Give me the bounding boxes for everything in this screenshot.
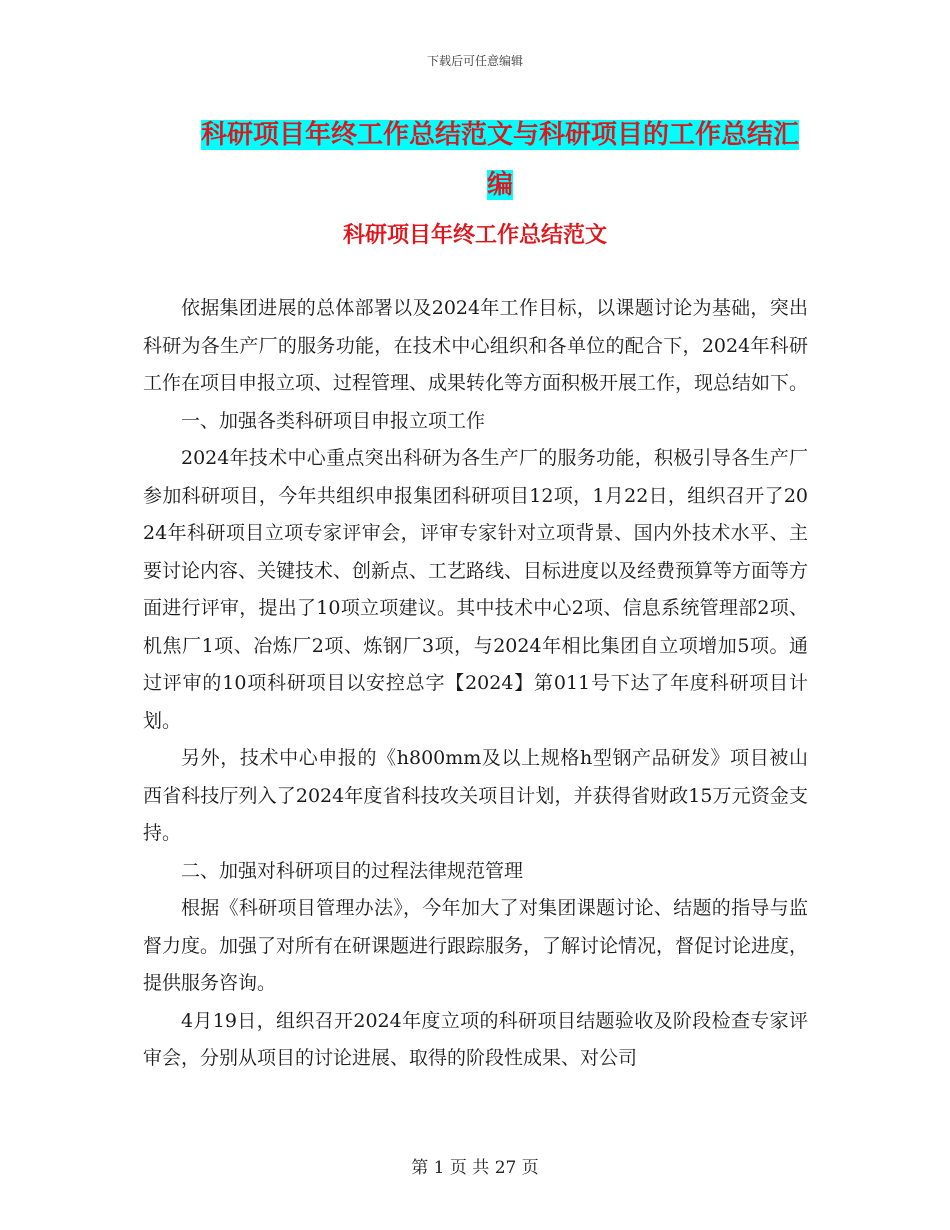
page-header-note: 下载后可任意编辑 — [426, 54, 523, 68]
heading-section-2: 二、加强对科研项目的过程法律规范管理 — [181, 859, 524, 882]
document-title-line-2: 编 — [486, 170, 513, 200]
page-number: 第 1 页 共 27 页 — [411, 1158, 539, 1178]
paragraph-additional: 另外，技术中心申报的《h800mm及以上规格h型钢产品研发》项目被山西省科技厅列入了2024年度省科技攻关项目计划，并获得省财政15万元资金支持。 — [143, 747, 808, 844]
paragraph-intro: 依据集团进展的总体部署以及2024年工作目标，以课题讨论为基础，突出科研为各生产厂的服务功能，在技术中心组织和各单位的配合下，2024年科研工作在项目申报立项、过程管理、成果转化等方面积极开展工作，现总结如下。 — [143, 297, 809, 394]
heading-section-1: 一、加强各类科研项目申报立项工作 — [181, 409, 486, 432]
paragraph-section-2: 根据《科研项目管理办法》，今年加大了对集团课题讨论、结题的指导与监督力度。加强了对所有在研课题进行跟踪服务，了解讨论情况，督促讨论进度，提供服务咨询。 — [143, 897, 809, 994]
paragraph-section-1: 2024年技术中心重点突出科研为各生产厂的服务功能，积极引导各生产厂参加科研项目，今年共组织申报集团科研项目12项，1月22日，组织召开了2024年科研项目立项专家评审会，评审专家针对立项背景、国内外技术水平、主要讨论内容、关键技术、创新点、工艺路线、目标进度以及经费预算等方面等方面进行评审，提出了10项立项建议。其中技术中心2项、信息系统管理部2项、机焦厂1项、冶炼厂2项、炼钢厂3项，与2024年相比集团自立项增加5项。通过评审的10项科研项目以安控总字【2024】第011号下达了年度科研项目计划。 — [143, 447, 809, 732]
document-title — [180, 110, 820, 210]
paragraph-review-meeting: 4月19日，组织召开2024年度立项的科研项目结题验收及阶段检查专家评审会，分别从项目的讨论进展、取得的阶段性成果、对公司 — [143, 1009, 808, 1069]
document-body — [143, 290, 808, 1078]
document-title-line-1: 科研项目年终工作总结范文与科研项目的工作总结汇 — [200, 120, 799, 150]
section-title: 科研项目年终工作总结范文 — [342, 223, 607, 248]
